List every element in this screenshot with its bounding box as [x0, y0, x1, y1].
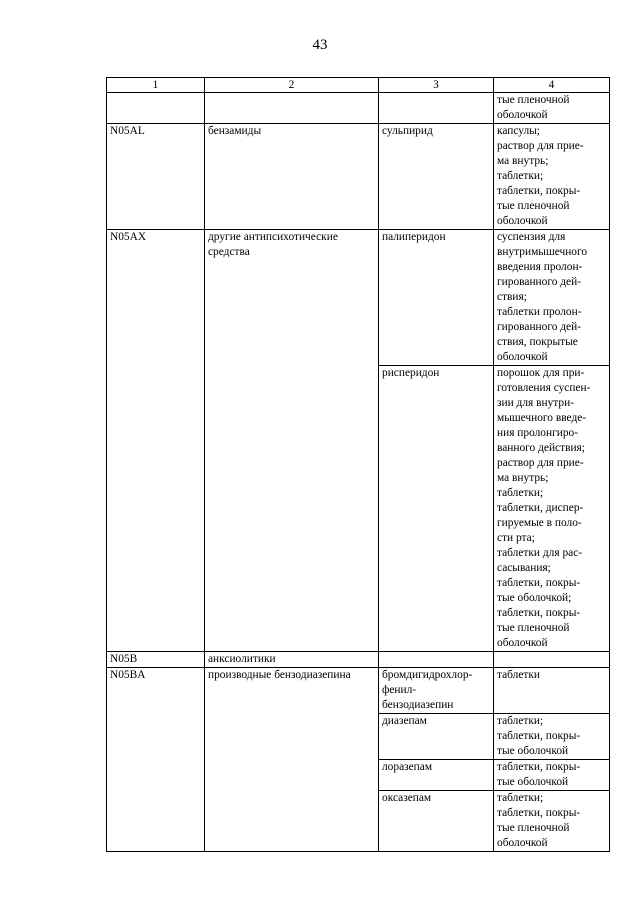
- dosage-line: гируемые в поло-: [497, 517, 582, 529]
- dosage-forms-cell: [494, 714, 610, 760]
- dosage-line: тые пленочной: [497, 622, 570, 634]
- dosage-line: введения пролон-: [497, 261, 583, 273]
- group-name-cell: бензамиды: [205, 124, 379, 230]
- dosage-line: раствор для прие-: [497, 457, 584, 469]
- dosage-forms-cell: [494, 93, 610, 124]
- column-header-3: 3: [379, 78, 494, 93]
- dosage-line: мышечного введе-: [497, 412, 587, 424]
- dosage-line: таблетки: [497, 669, 541, 681]
- drug-name-cell: оксазепам: [379, 791, 494, 852]
- dosage-line: тые оболочкой: [497, 776, 569, 788]
- drug-name-cell: [379, 652, 494, 668]
- drug-name-cell: сульпирид: [379, 124, 494, 230]
- dosage-line: ствия, покрытые: [497, 336, 578, 348]
- drug-name-line: фенил-: [382, 684, 417, 696]
- group-name-cell: [205, 230, 379, 652]
- atc-code-cell: N05AX: [107, 230, 205, 652]
- drug-name-cell: диазепам: [379, 714, 494, 760]
- group-name-line: средства: [208, 246, 250, 258]
- atc-code-cell: [107, 93, 205, 124]
- dosage-forms-cell: [494, 230, 610, 366]
- group-name-cell: [205, 93, 379, 124]
- table-row: [107, 124, 610, 230]
- drug-name-cell: [379, 668, 494, 714]
- dosage-forms-cell: [494, 760, 610, 791]
- column-header-1: 1: [107, 78, 205, 93]
- drug-name-line: бромдигидрохлор-: [382, 669, 473, 681]
- group-name-cell: анксиолитики: [205, 652, 379, 668]
- dosage-forms-cell: [494, 652, 610, 668]
- atc-code-cell: N05AL: [107, 124, 205, 230]
- dosage-line: таблетки, диспер-: [497, 502, 584, 514]
- dosage-line: тые пленочной: [497, 200, 570, 212]
- drug-name-line: бензодиазепин: [382, 699, 454, 711]
- dosage-line: таблетки;: [497, 487, 544, 499]
- dosage-line: гированного дей-: [497, 276, 581, 288]
- dosage-line: тые оболочкой: [497, 745, 569, 757]
- table-row: [107, 93, 610, 124]
- dosage-forms-cell: [494, 366, 610, 652]
- dosage-line: таблетки, покры-: [497, 761, 581, 773]
- column-header-2: 2: [205, 78, 379, 93]
- dosage-line: оболочкой: [497, 351, 548, 363]
- dosage-line: ма внутрь;: [497, 155, 549, 167]
- dosage-line: таблетки, покры-: [497, 185, 581, 197]
- dosage-forms-cell: [494, 668, 610, 714]
- dosage-line: таблетки, покры-: [497, 807, 581, 819]
- atc-code-cell: N05BA: [107, 668, 205, 852]
- dosage-line: тые оболочкой;: [497, 592, 572, 604]
- dosage-line: сти рта;: [497, 532, 535, 544]
- dosage-line: ванного действия;: [497, 442, 585, 454]
- dosage-line: таблетки пролон-: [497, 306, 582, 318]
- dosage-line: таблетки;: [497, 792, 544, 804]
- dosage-line: тые пленочной: [497, 94, 570, 106]
- atc-code-cell: N05B: [107, 652, 205, 668]
- page-number: 43: [312, 37, 328, 53]
- dosage-line: раствор для прие-: [497, 140, 584, 152]
- table-row: [107, 230, 610, 366]
- dosage-line: готовления суспен-: [497, 382, 591, 394]
- dosage-line: таблетки;: [497, 715, 544, 727]
- group-name-cell: производные бензодиазепина: [205, 668, 379, 852]
- dosage-line: сасывания;: [497, 562, 551, 574]
- dosage-line: тые пленочной: [497, 822, 570, 834]
- dosage-line: таблетки, покры-: [497, 607, 581, 619]
- column-header-4: 4: [494, 78, 610, 93]
- dosage-line: капсулы;: [497, 125, 540, 137]
- dosage-line: ма внутрь;: [497, 472, 549, 484]
- dosage-line: гированного дей-: [497, 321, 581, 333]
- table-header-row: [107, 78, 610, 93]
- dosage-forms-cell: [494, 791, 610, 852]
- dosage-line: порошок для при-: [497, 367, 585, 379]
- dosage-line: ствия;: [497, 291, 527, 303]
- table-row: [107, 652, 610, 668]
- dosage-line: оболочкой: [497, 215, 548, 227]
- dosage-line: таблетки, покры-: [497, 577, 581, 589]
- drug-name-cell: рисперидон: [379, 366, 494, 652]
- dosage-line: зии для внутри-: [497, 397, 574, 409]
- dosage-line: таблетки для рас-: [497, 547, 583, 559]
- group-name-line: другие антипсихотические: [208, 231, 338, 243]
- dosage-line: внутримышечного: [497, 246, 588, 258]
- dosage-line: таблетки;: [497, 170, 544, 182]
- dosage-line: таблетки, покры-: [497, 730, 581, 742]
- drug-name-cell: палиперидон: [379, 230, 494, 366]
- drug-name-cell: лоразепам: [379, 760, 494, 791]
- table-row: [107, 668, 610, 714]
- drug-name-cell: [379, 93, 494, 124]
- dosage-line: оболочкой: [497, 637, 548, 649]
- dosage-line: ния пролонгиро-: [497, 427, 579, 439]
- drug-table: [106, 77, 610, 852]
- dosage-line: суспензия для: [497, 231, 566, 243]
- dosage-line: оболочкой: [497, 109, 548, 121]
- dosage-line: оболочкой: [497, 837, 548, 849]
- dosage-forms-cell: [494, 124, 610, 230]
